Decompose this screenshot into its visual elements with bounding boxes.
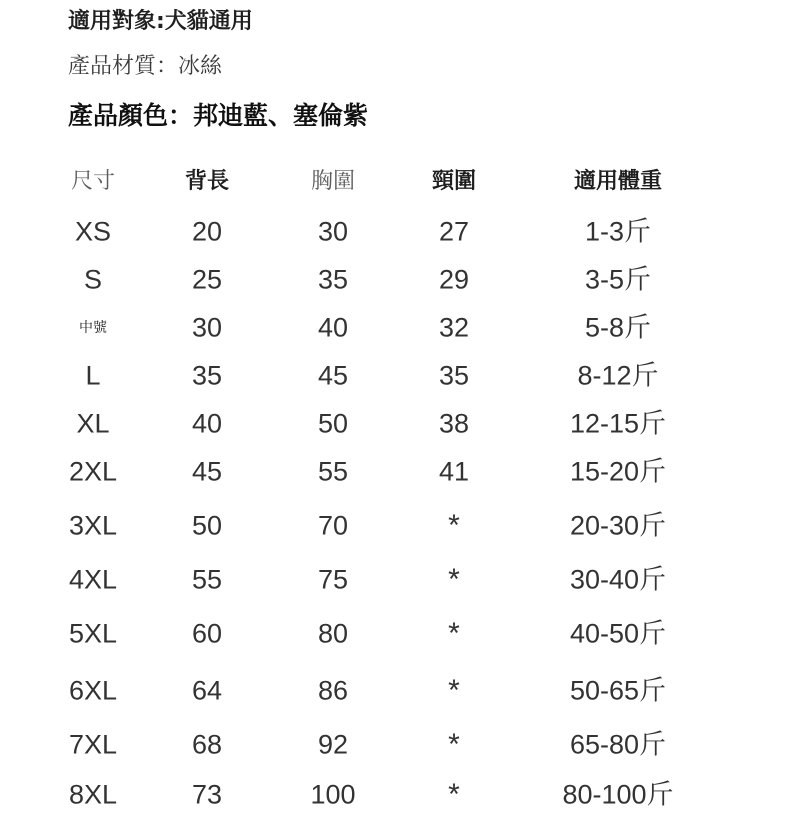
cell-chest: 50	[317, 408, 349, 439]
cell-back-length: 64	[191, 675, 223, 706]
cell-neck: *	[448, 617, 460, 650]
cell-chest: 92	[317, 729, 349, 760]
cell-back-length: 20	[191, 216, 223, 247]
cell-chest: 40	[317, 312, 349, 343]
cell-weight: 80-100斤	[562, 779, 674, 810]
cell-weight: 50-65斤	[569, 675, 667, 706]
header-neck: 頸圍	[431, 169, 477, 194]
cell-weight: 1-3斤	[584, 216, 652, 247]
cell-weight: 40-50斤	[569, 618, 667, 649]
cell-back-length: 68	[191, 729, 223, 760]
cell-chest: 100	[310, 779, 356, 810]
cell-neck: 35	[438, 360, 470, 391]
cell-weight: 3-5斤	[584, 264, 652, 295]
cell-chest: 30	[317, 216, 349, 247]
cell-neck: *	[448, 563, 460, 596]
cell-back-length: 50	[191, 510, 223, 541]
cell-neck: 27	[438, 216, 470, 247]
cell-weight: 20-30斤	[569, 510, 667, 541]
cell-back-length: 60	[191, 618, 223, 649]
cell-neck: *	[448, 509, 460, 542]
cell-size: 8XL	[68, 779, 118, 810]
header-back-length: 背長	[184, 169, 230, 194]
cell-size: 4XL	[68, 564, 118, 595]
cell-back-length: 45	[191, 456, 223, 487]
cell-size: L	[85, 360, 101, 391]
cell-chest: 70	[317, 510, 349, 541]
product-color-line: 產品顏色：邦迪藍、塞倫紫	[68, 101, 369, 130]
cell-chest: 75	[317, 564, 349, 595]
cell-back-length: 30	[191, 312, 223, 343]
header-chest: 胸圍	[310, 169, 356, 194]
cell-back-length: 25	[191, 264, 223, 295]
cell-weight: 12-15斤	[569, 408, 667, 439]
cell-chest: 86	[317, 675, 349, 706]
cell-size: 中號	[79, 320, 107, 336]
cell-back-length: 55	[191, 564, 223, 595]
cell-neck: 41	[438, 456, 470, 487]
cell-neck: 29	[438, 264, 470, 295]
cell-neck: *	[448, 674, 460, 707]
cell-size: 2XL	[68, 456, 118, 487]
cell-size: 5XL	[68, 618, 118, 649]
cell-weight: 65-80斤	[569, 729, 667, 760]
cell-chest: 45	[317, 360, 349, 391]
cell-chest: 55	[317, 456, 349, 487]
cell-size: XS	[74, 216, 112, 247]
cell-weight: 15-20斤	[569, 456, 667, 487]
cell-size: 3XL	[68, 510, 118, 541]
header-weight: 適用體重	[573, 169, 663, 194]
product-target-line: 適用對象:犬貓通用	[68, 9, 253, 34]
cell-size: S	[83, 264, 103, 295]
cell-weight: 8-12斤	[577, 360, 659, 391]
cell-neck: 38	[438, 408, 470, 439]
product-material-line: 產品材質：冰絲	[68, 54, 223, 79]
cell-weight: 5-8斤	[584, 312, 652, 343]
cell-chest: 35	[317, 264, 349, 295]
cell-weight: 30-40斤	[569, 564, 667, 595]
header-size: 尺寸	[70, 169, 116, 194]
cell-size: 7XL	[68, 729, 118, 760]
cell-back-length: 40	[191, 408, 223, 439]
cell-size: XL	[76, 408, 110, 439]
cell-neck: *	[448, 778, 460, 811]
cell-size: 6XL	[68, 675, 118, 706]
cell-neck: *	[448, 728, 460, 761]
cell-neck: 32	[438, 312, 470, 343]
cell-chest: 80	[317, 618, 349, 649]
cell-back-length: 73	[191, 779, 223, 810]
cell-back-length: 35	[191, 360, 223, 391]
